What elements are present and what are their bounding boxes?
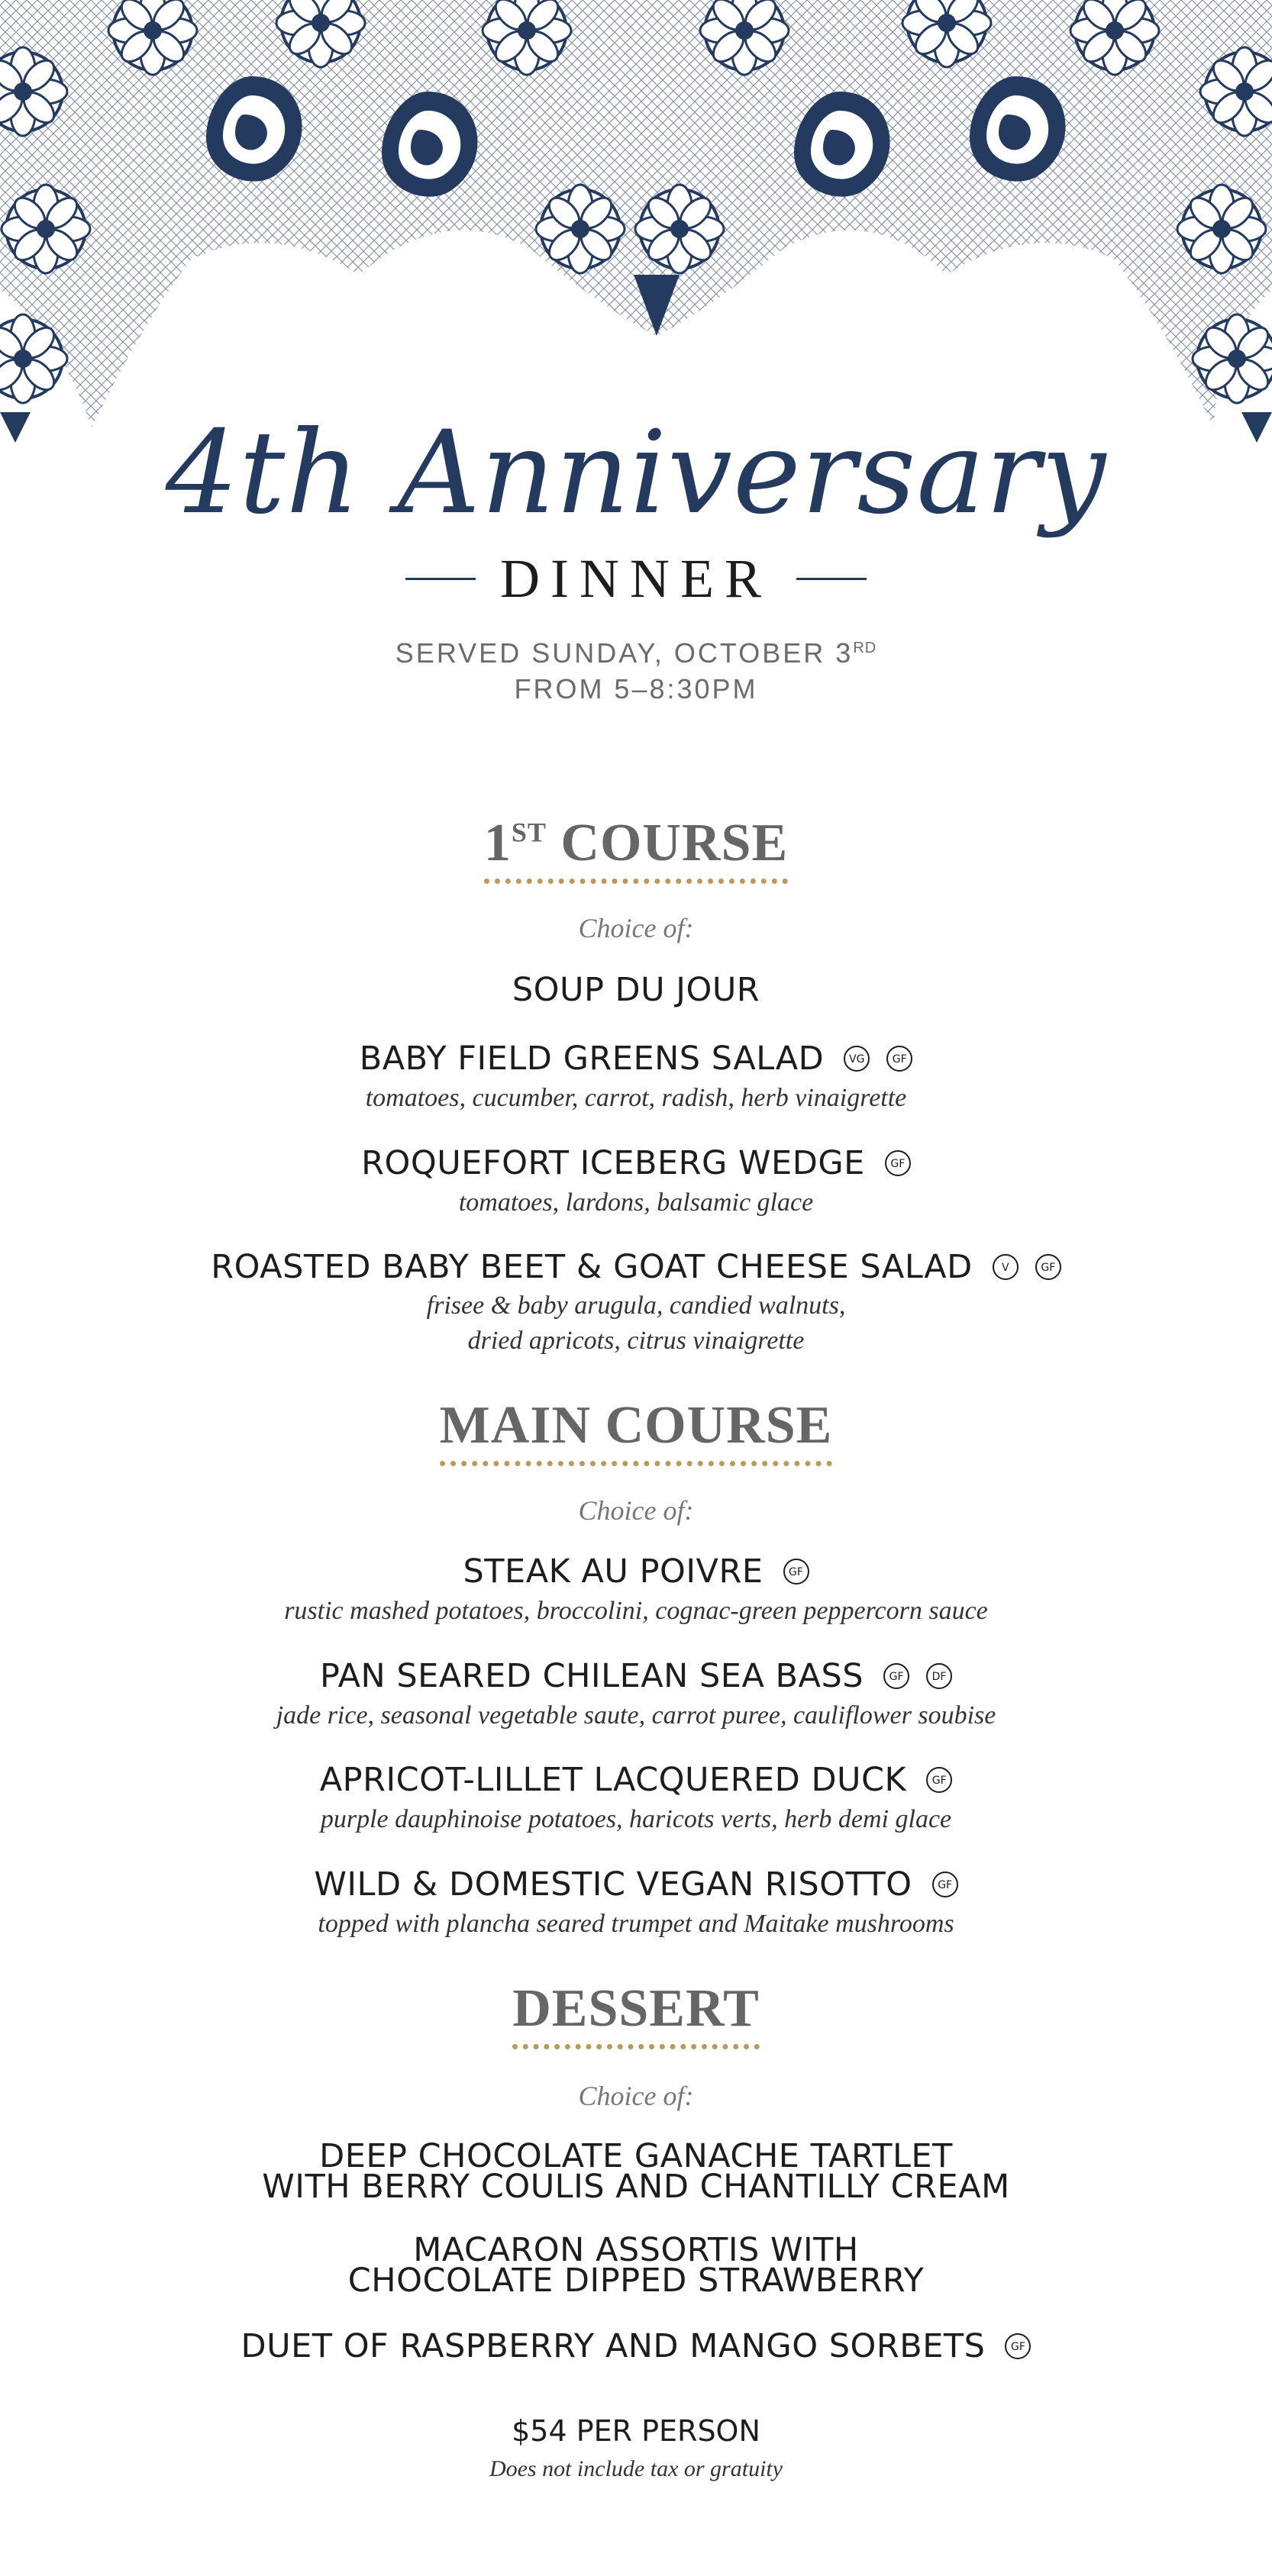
menu-item-soup: SOUP DU JOUR	[512, 971, 760, 1009]
vegetarian-badge: V	[993, 1254, 1019, 1280]
menu-item-description: topped with plancha seared trumpet and Maitake mushrooms	[318, 1910, 954, 1938]
menu-item-field-greens: BABY FIELD GREENS SALAD VG GF	[0, 1040, 1272, 1077]
subtitle-rule-left	[405, 578, 476, 580]
subtitle-row	[0, 548, 1272, 609]
first-course-title: 1ST COURSE	[484, 813, 788, 884]
menu-item-duck: APRICOT-LILLET LACQUERED DUCK GF	[0, 1762, 1272, 1798]
gluten-free-badge: GF	[1005, 2333, 1031, 2359]
menu-item-description: rustic mashed potatoes, broccolini, cognac-green peppercorn sauce	[284, 1597, 988, 1625]
first-course-choice: Choice of:	[578, 913, 694, 943]
dessert-item-tartlet-line-2: WITH BERRY COULIS AND CHANTILLY CREAM	[262, 2168, 1010, 2206]
dairy-free-badge: DF	[926, 1663, 952, 1689]
dessert-item-tartlet-line-1: DEEP CHOCOLATE GANACHE TARTLET	[319, 2137, 953, 2175]
vegan-badge: VG	[844, 1046, 870, 1072]
gluten-free-badge: GF	[932, 1872, 958, 1897]
price-note: Does not include tax or gratuity	[489, 2456, 783, 2481]
event-title: 4th Anniversary	[165, 407, 1107, 540]
gluten-free-badge: GF	[1035, 1254, 1061, 1280]
subtitle: DINNER	[500, 547, 772, 609]
menu-item-description: jade rice, seasonal vegetable saute, carrot puree, cauliflower soubise	[276, 1701, 996, 1730]
menu-item-description: purple dauphinoise potatoes, haricots verts, herb demi glace	[320, 1805, 952, 1833]
gluten-free-badge: GF	[883, 1663, 909, 1689]
dessert-item-sorbets: DUET OF RASPBERRY AND MANGO SORBETS GF	[0, 2328, 1272, 2365]
main-course-choice: Choice of:	[578, 1495, 694, 1526]
dessert-choice: Choice of:	[578, 2081, 694, 2111]
gluten-free-badge: GF	[886, 1046, 912, 1072]
menu-item-steak: STEAK AU POIVRE GF	[0, 1553, 1272, 1590]
price: $54 PER PERSON	[512, 2414, 760, 2448]
menu-item-description: tomatoes, lardons, balsamic glace	[458, 1188, 814, 1217]
gluten-free-badge: GF	[885, 1150, 911, 1176]
menu-item-description: dried apricots, citrus vinaigrette	[467, 1327, 805, 1355]
subtitle-rule-right	[796, 578, 867, 580]
main-course-title: MAIN COURSE	[440, 1395, 833, 1466]
menu-item-risotto: WILD & DOMESTIC VEGAN RISOTTO GF	[0, 1866, 1272, 1903]
dessert-heading	[0, 1978, 1272, 2049]
dessert-item-macaron-line-1: MACARON ASSORTIS WITH	[413, 2231, 859, 2269]
main-course-heading	[0, 1395, 1272, 1466]
first-course-heading	[0, 813, 1272, 884]
menu-item-iceberg-wedge: ROQUEFORT ICEBERG WEDGE GF	[0, 1145, 1272, 1182]
dessert-title: DESSERT	[512, 1978, 760, 2049]
menu-item-description: tomatoes, cucumber, carrot, radish, herb vinaigrette	[365, 1084, 907, 1112]
served-time: FROM 5–8:30PM	[514, 673, 758, 704]
menu-item-description: frisee & baby arugula, candied walnuts,	[426, 1291, 846, 1320]
lace-header-decoration	[0, 0, 1272, 458]
served-date: SERVED SUNDAY, OCTOBER 3RD	[395, 637, 877, 669]
menu-item-sea-bass: PAN SEARED CHILEAN SEA BASS GF DF	[0, 1658, 1272, 1694]
gluten-free-badge: GF	[783, 1559, 809, 1585]
gluten-free-badge: GF	[926, 1767, 952, 1793]
dessert-item-macaron-line-2: CHOCOLATE DIPPED STRAWBERRY	[347, 2262, 925, 2300]
menu-item-beet-salad: ROASTED BABY BEET & GOAT CHEESE SALAD V GF	[0, 1249, 1272, 1285]
